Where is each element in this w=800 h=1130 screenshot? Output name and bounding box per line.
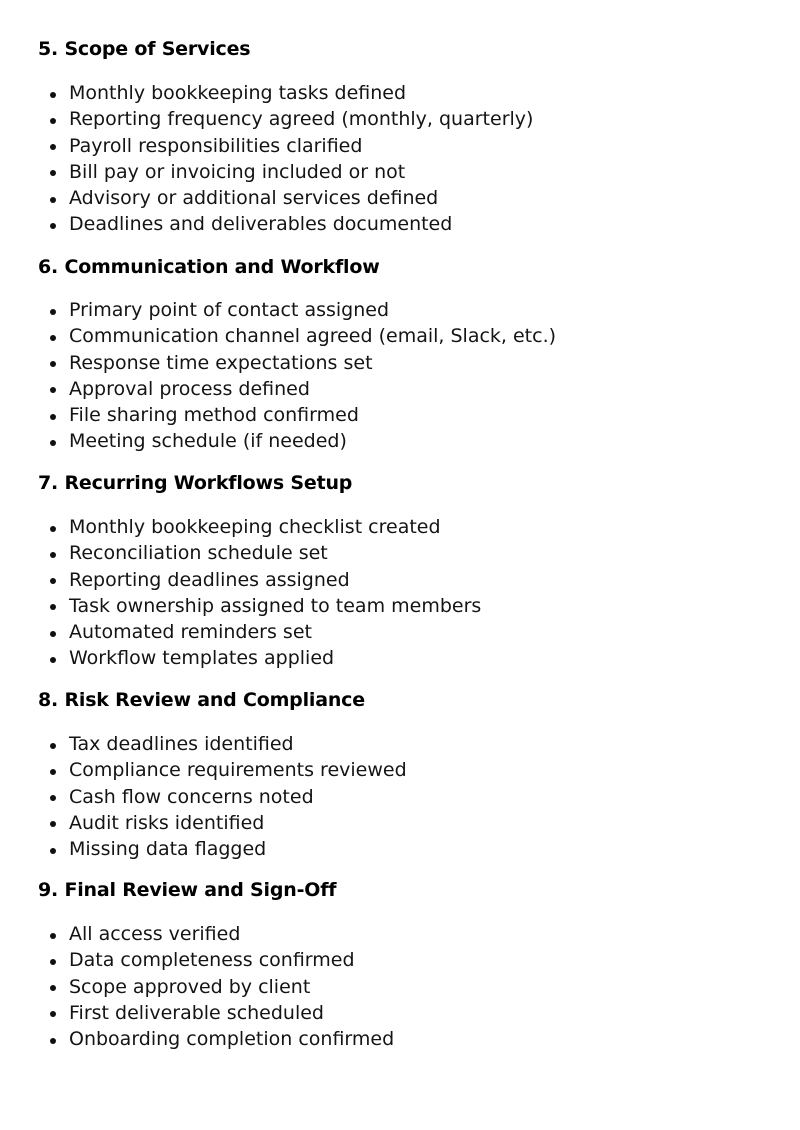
list-item (38, 514, 758, 540)
bullet-icon (50, 933, 56, 939)
bullet-icon (50, 552, 56, 558)
bullet-icon (50, 743, 56, 749)
bullet-icon (50, 414, 56, 420)
list-item-text: First deliverable scheduled (69, 1001, 324, 1024)
list-item (38, 836, 758, 862)
checklist (38, 297, 758, 455)
section-heading: 7. Recurring Workflows Setup (38, 472, 353, 494)
list-item (38, 784, 758, 810)
section-scope-of-services (38, 38, 758, 238)
section-communication-and-workflow (38, 256, 758, 455)
list-item (38, 376, 758, 402)
list-item (38, 619, 758, 645)
bullet-icon (50, 387, 56, 393)
list-item-text: Monthly bookkeeping tasks defined (69, 82, 407, 104)
list-item-text: Reconciliation schedule set (69, 542, 328, 565)
list-item-text: Audit risks identified (69, 811, 265, 834)
list-item (38, 159, 758, 185)
bullet-icon (50, 604, 56, 610)
checklist (38, 731, 758, 862)
list-item-text: Deadlines and deliverables documented (69, 213, 453, 236)
list-item (38, 645, 758, 671)
bullet-icon (50, 170, 56, 176)
list-item-text: Payroll responsibilities clarified (69, 134, 363, 157)
bullet-icon (50, 335, 56, 341)
list-item (38, 323, 758, 349)
list-item-text: Advisory or additional services defined (69, 187, 439, 210)
list-item-text: Task ownership assigned to team members (69, 594, 482, 617)
list-item-text: Communication channel agreed (email, Slack, etc.) (69, 325, 557, 348)
bullet-icon (50, 848, 56, 854)
bullet-icon (50, 1038, 56, 1044)
list-item-text: Cash flow concerns noted (69, 785, 314, 808)
bullet-icon (50, 578, 56, 584)
bullet-icon (50, 309, 56, 315)
list-item-text: Data completeness confirmed (69, 949, 355, 972)
list-item-text: Scope approved by client (69, 975, 311, 998)
list-item (38, 921, 758, 947)
list-item (38, 567, 758, 593)
bullet-icon (50, 526, 56, 532)
list-item (38, 810, 758, 836)
list-item (38, 1000, 758, 1026)
list-item (38, 350, 758, 376)
list-item (38, 974, 758, 1000)
bullet-icon (50, 118, 56, 124)
list-item (38, 185, 758, 211)
bullet-icon (50, 92, 56, 98)
list-item-text: Workflow templates applied (69, 647, 335, 670)
list-item (38, 947, 758, 973)
list-item (38, 402, 758, 428)
section-heading: 8. Risk Review and Compliance (38, 689, 365, 711)
bullet-icon (50, 197, 56, 203)
section-heading: 5. Scope of Services (38, 38, 251, 60)
section-heading: 6. Communication and Workflow (38, 256, 380, 278)
list-item (38, 297, 758, 323)
list-item (38, 1026, 758, 1052)
list-item (38, 211, 758, 237)
list-item-text: Tax deadlines identified (69, 733, 294, 755)
bullet-icon (50, 821, 56, 827)
bullet-icon (50, 440, 56, 446)
bullet-icon (50, 795, 56, 801)
list-item (38, 731, 758, 757)
bullet-icon (50, 959, 56, 965)
list-item-text: Reporting deadlines assigned (69, 568, 350, 591)
list-item-text: Onboarding completion confirmed (69, 1028, 395, 1051)
bullet-icon (50, 1011, 56, 1017)
list-item-text: Missing data flagged (69, 838, 267, 861)
list-item (38, 540, 758, 566)
list-item-text: Approval process defined (69, 377, 310, 400)
section-heading: 9. Final Review and Sign-Off (38, 879, 337, 901)
checklist (38, 80, 758, 238)
list-item-text: Compliance requirements reviewed (69, 759, 407, 782)
bullet-icon (50, 223, 56, 229)
section-recurring-workflows-setup (38, 472, 758, 672)
list-item-text: Monthly bookkeeping checklist created (69, 516, 441, 538)
bullet-icon (50, 657, 56, 663)
checklist (38, 921, 758, 1052)
bullet-icon (50, 144, 56, 150)
section-final-review-and-sign-off (38, 879, 758, 1052)
list-item-text: Meeting schedule (if needed) (69, 430, 347, 453)
list-item-text: Automated reminders set (69, 621, 312, 644)
list-item (38, 757, 758, 783)
list-item-text: File sharing method confirmed (69, 404, 359, 427)
list-item-text: Reporting frequency agreed (monthly, quarterly) (69, 108, 534, 131)
list-item (38, 133, 758, 159)
list-item (38, 428, 758, 454)
list-item-text: Bill pay or invoicing included or not (69, 160, 406, 183)
list-item-text: Response time expectations set (69, 351, 373, 374)
checklist (38, 514, 758, 672)
list-item-text: All access verified (69, 923, 241, 945)
list-item (38, 593, 758, 619)
list-item-text: Primary point of contact assigned (69, 299, 390, 321)
list-item (38, 106, 758, 132)
bullet-icon (50, 769, 56, 775)
list-item (38, 80, 758, 106)
section-risk-review-and-compliance (38, 689, 758, 862)
bullet-icon (50, 631, 56, 637)
bullet-icon (50, 985, 56, 991)
bullet-icon (50, 361, 56, 367)
